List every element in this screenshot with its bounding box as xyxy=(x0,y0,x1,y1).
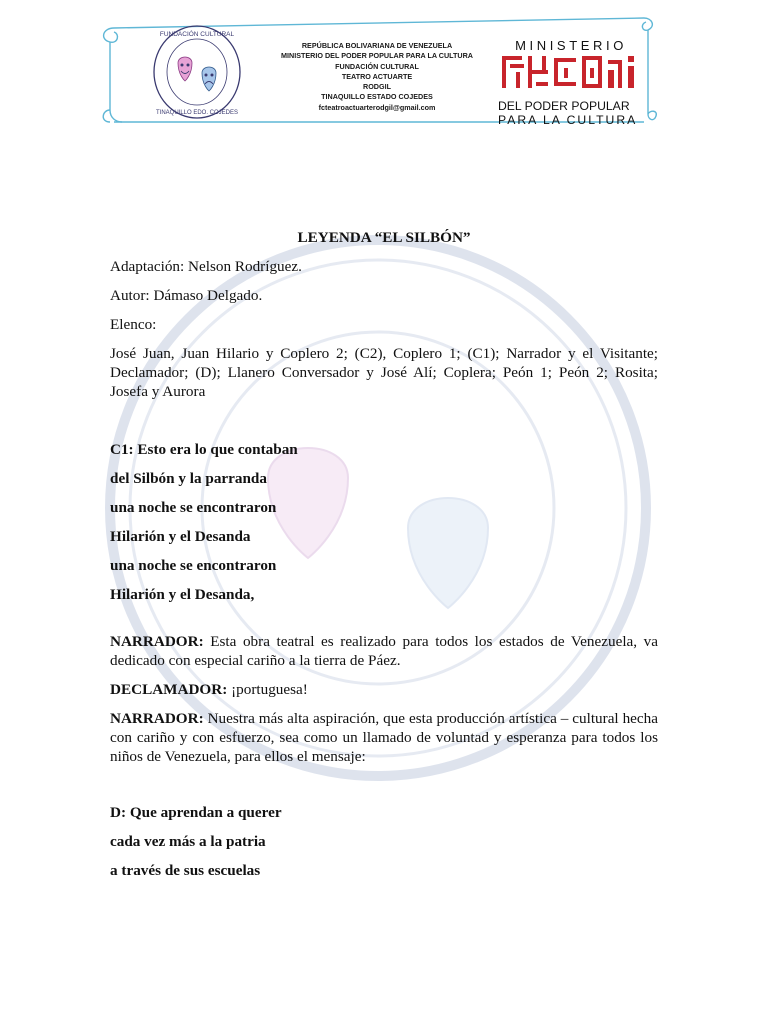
ministry-emblem-icon xyxy=(502,54,640,94)
speech-text: Esta obra teatral es realizado para todos los estados de Venezuela, va dedicado con especial cariño a la tierra de Páez. xyxy=(110,633,658,669)
author-line: Autor: Dámaso Delgado. xyxy=(110,287,263,304)
ministry-subtitle xyxy=(498,99,644,127)
narrator-paragraph xyxy=(110,709,658,766)
header-line: MINISTERIO DEL PODER POPULAR PARA LA CULTURA xyxy=(281,51,473,61)
header-email: fcteatroactuarterodgil@gmail.com xyxy=(318,102,436,112)
verse-line: C1: Esto era lo que contaban xyxy=(110,441,298,458)
declamador-paragraph xyxy=(110,680,658,699)
header-line: REPÚBLICA BOLIVARIANA DE VENEZUELA xyxy=(301,41,453,50)
ministry-title: MINISTERIO xyxy=(515,38,627,53)
speaker-label: NARRADOR: xyxy=(110,710,204,727)
speech-text: Nuestra más alta aspiración, que esta producción artística – cultural hecha con cariño y con esfuerzo, sea como un llamado de voluntad y esperanza para todos los niños de Venezuela, para ellos el mensaje: xyxy=(110,710,658,765)
verse-line: a través de sus escuelas xyxy=(110,862,261,879)
verse-line: una noche se encontraron xyxy=(110,557,277,574)
speech-text: ¡portuguesa! xyxy=(227,681,308,698)
foundation-seal xyxy=(152,23,242,121)
header-line: TINAQUILLO ESTADO COJEDES xyxy=(321,92,433,102)
verse-line: cada vez más a la patria xyxy=(110,833,266,850)
verse-line: Hilarión y el Desanda, xyxy=(110,586,255,603)
verse-line: D: Que aprendan a querer xyxy=(110,804,282,821)
narrator-paragraph xyxy=(110,632,658,670)
cast-label: Elenco: xyxy=(110,316,157,333)
adaptation-line: Adaptación: Nelson Rodríguez. xyxy=(110,258,302,275)
verse-line: una noche se encontraron xyxy=(110,499,277,516)
verse-line: Hilarión y el Desanda xyxy=(110,528,251,545)
speaker-label: NARRADOR: xyxy=(110,633,204,650)
header-line: FUNDACIÓN CULTURAL xyxy=(335,61,419,71)
header-line: RODGIL xyxy=(363,82,391,92)
document-title: LEYENDA “EL SILBÓN” xyxy=(297,229,471,246)
cast-list: José Juan, Juan Hilario y Coplero 2; (C2), Coplero 1; (C1); Narrador y el Visitante; Declamador; (D); Llanero Conversador y José Alí; Coplera; Peón 1; Peón 2; Rosita; Josefa y Aurora xyxy=(110,345,658,400)
svg-text:TINAQUILLO EDO. COJEDES: TINAQUILLO EDO. COJEDES xyxy=(155,110,239,116)
speaker-label: DECLAMADOR: xyxy=(110,681,228,698)
ministry-subtitle-line: PARA LA CULTURA xyxy=(498,113,638,127)
header-line: TEATRO ACTUARTE xyxy=(341,71,413,81)
ministry-logo xyxy=(498,36,644,127)
ministry-subtitle-line: DEL PODER POPULAR xyxy=(498,99,630,113)
letterhead-text xyxy=(252,41,502,113)
verse-line: del Silbón y la parranda xyxy=(110,470,267,487)
script-document xyxy=(110,227,658,880)
svg-text:FUNDACIÓN CULTURAL: FUNDACIÓN CULTURAL xyxy=(159,31,235,38)
